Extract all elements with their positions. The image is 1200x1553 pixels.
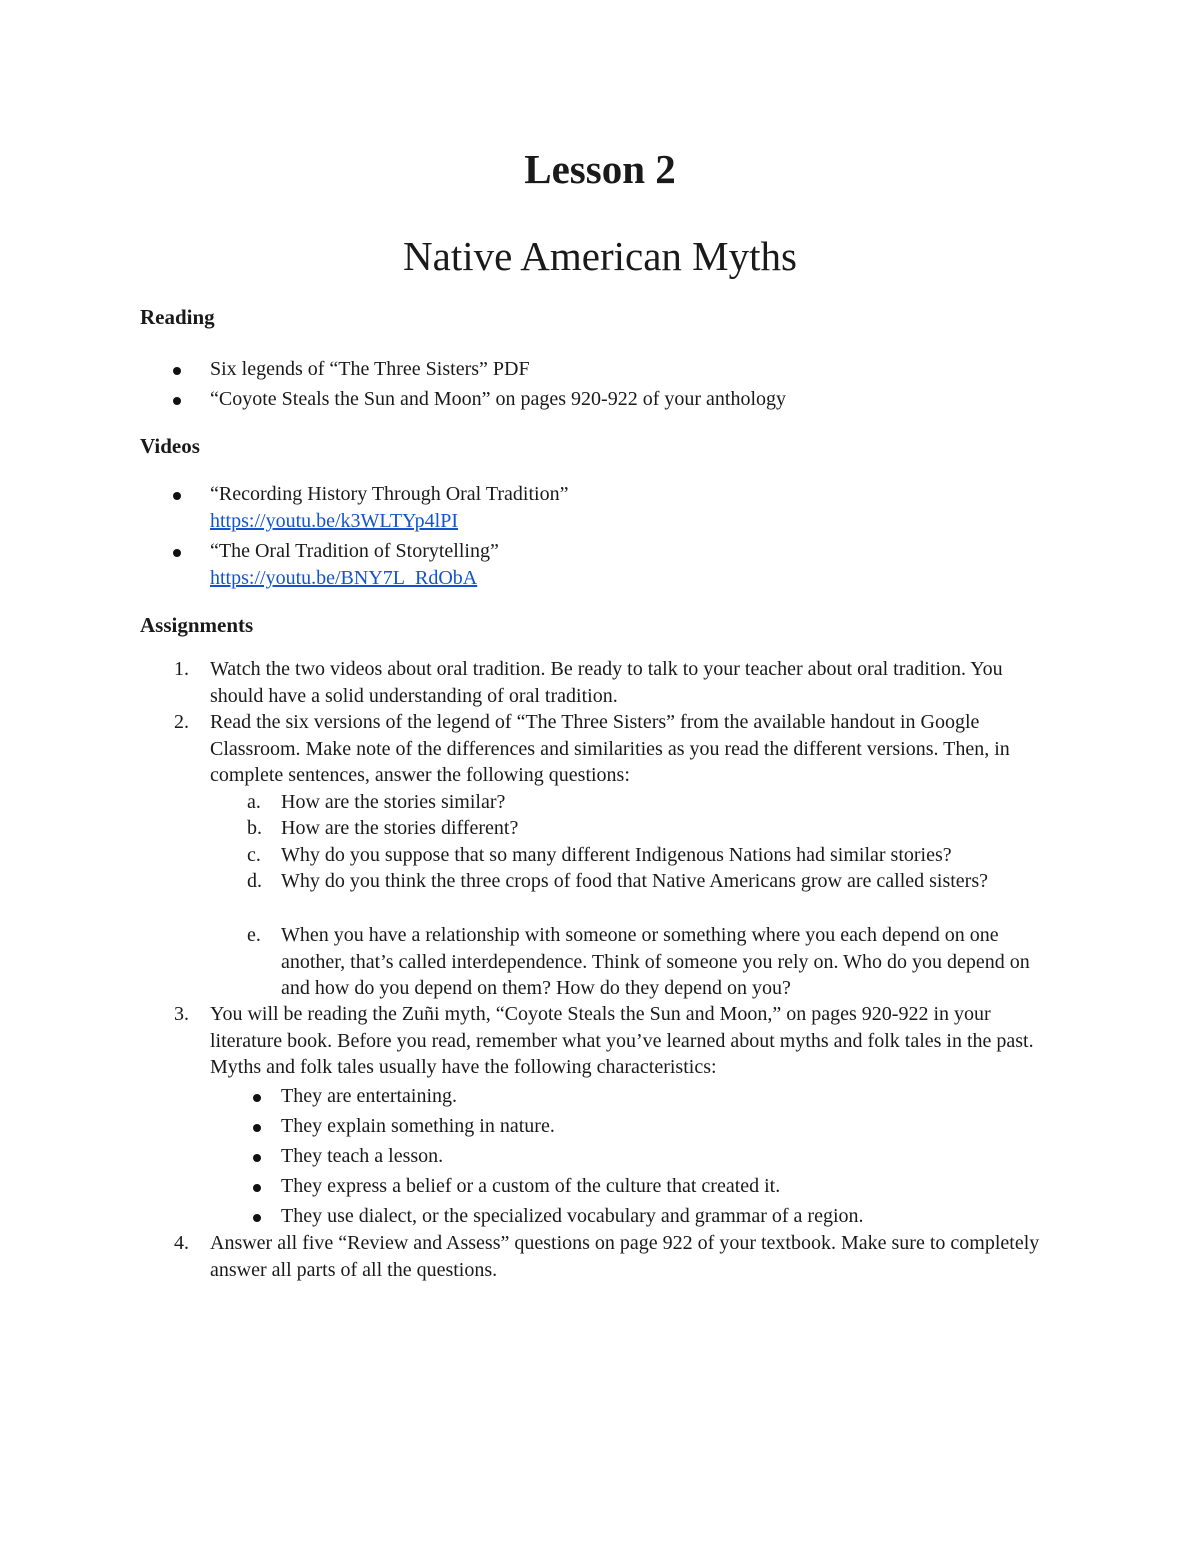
bullet-icon <box>253 1094 261 1102</box>
video-link[interactable]: https://youtu.be/k3WLTYp4lPI <box>210 510 458 532</box>
bullet-icon <box>253 1124 261 1132</box>
bullet-icon <box>253 1214 261 1222</box>
lesson-title: Lesson 2 <box>524 146 676 192</box>
bullet-icon <box>173 549 181 557</box>
bullet-icon <box>173 492 181 500</box>
bullet-icon <box>253 1184 261 1192</box>
bullet-icon <box>253 1154 261 1162</box>
bullet-icon <box>173 367 181 375</box>
reading-heading: Reading <box>140 305 215 329</box>
lesson-subtitle: Native American Myths <box>403 233 797 279</box>
bullet-icon <box>173 397 181 405</box>
video-link[interactable]: https://youtu.be/BNY7L_RdObA <box>210 567 478 589</box>
videos-heading: Videos <box>140 434 200 458</box>
assignments-heading: Assignments <box>140 613 254 637</box>
